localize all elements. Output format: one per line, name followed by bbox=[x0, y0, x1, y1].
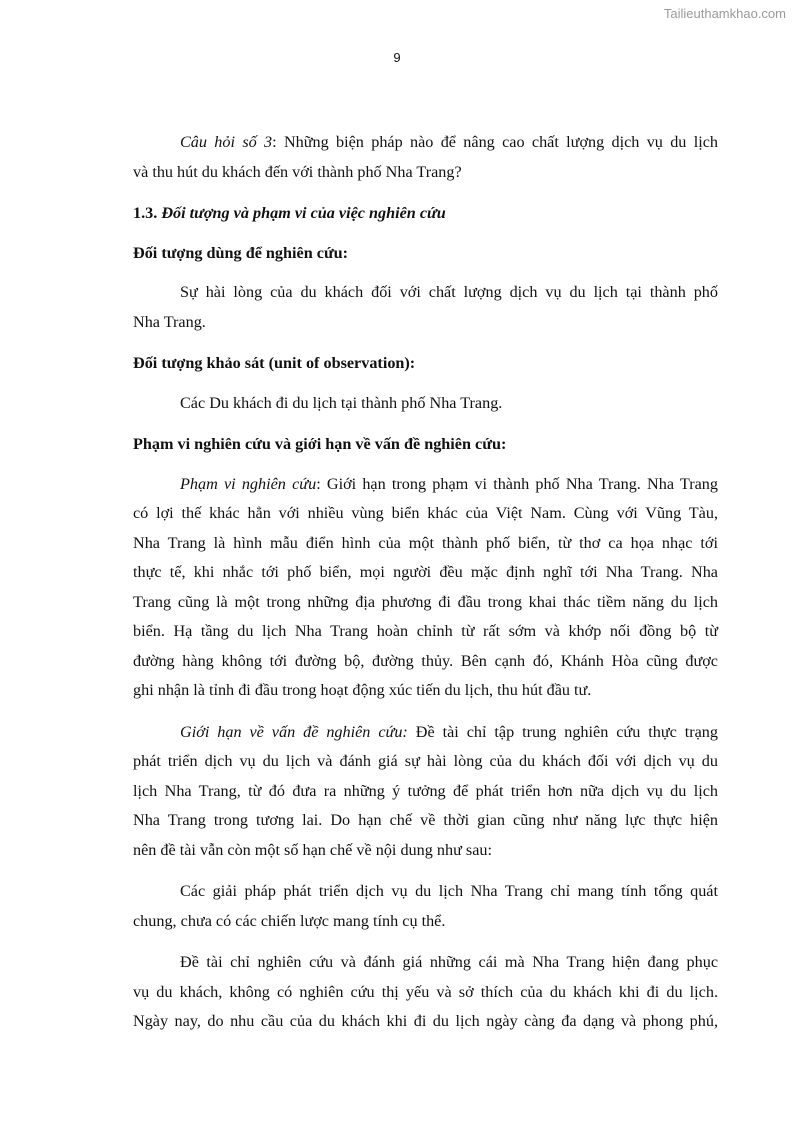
question-label: Câu hỏi số 3 bbox=[180, 133, 273, 151]
paragraph-line: biển. Hạ tầng du lịch Nha Trang hoàn chỉnh từ rất sớm và khớp nối đồng bộ từ bbox=[133, 622, 718, 640]
document-body bbox=[133, 128, 718, 1049]
paragraph-line: Các Du khách đi du lịch tại thành phố Nha Trang. bbox=[180, 393, 503, 412]
limits-paragraph bbox=[133, 718, 718, 866]
paragraph-line: vụ du khách, không có nghiên cứu thị yếu và sở thích của du khách khi đi du lịch. bbox=[133, 982, 718, 1001]
limits-text: Đề tài chỉ tập trung nghiên cứu thực trạng bbox=[407, 722, 718, 741]
paragraph-line: Sự hài lòng của du khách đối với chất lượng dịch vụ du lịch tại thành phố bbox=[180, 283, 718, 301]
paragraph-line: thực tế, khi nhắc tới phố biển, mọi người đều mặc định nghĩ tới Nha Trang. Nha bbox=[133, 563, 718, 581]
paragraph-line bbox=[133, 718, 718, 748]
scope-heading: Phạm vi nghiên cứu và giới hạn về vấn đề nghiên cứu: bbox=[133, 435, 507, 453]
paragraph-line: Đề tài chỉ nghiên cứu và đánh giá những cái mà Nha Trang hiện đang phục bbox=[180, 953, 718, 971]
survey-paragraph bbox=[133, 389, 718, 419]
survey-heading: Đối tượng khảo sát (unit of observation): bbox=[133, 354, 416, 372]
section-heading bbox=[133, 199, 718, 229]
paragraph-line: phát triển dịch vụ du lịch và đánh giá sự hài lòng của du khách đối với dịch vụ du bbox=[133, 752, 718, 770]
research-paragraph bbox=[133, 948, 718, 1037]
paragraph-line: Nha Trang. bbox=[133, 312, 206, 331]
page-number: 9 bbox=[393, 50, 401, 65]
paragraph-line: lịch Nha Trang, từ đó đưa ra những ý tưởng để phát triển hơn nữa dịch vụ du lịch bbox=[133, 781, 718, 800]
question-text: : Những biện pháp nào để nâng cao chất lượng dịch vụ du lịch bbox=[272, 133, 718, 151]
question-3-paragraph bbox=[133, 128, 718, 187]
subject-heading: Đối tượng dùng để nghiên cứu: bbox=[133, 243, 349, 262]
paragraph-line: đường hàng không tới đường bộ, đường thủy. Bên cạnh đó, Khánh Hòa cũng được bbox=[133, 651, 718, 670]
solutions-paragraph bbox=[133, 877, 718, 936]
scope-paragraph bbox=[133, 470, 718, 706]
limits-label: Giới hạn về vấn đề nghiên cứu: bbox=[180, 722, 408, 741]
paragraph-line: Trang cũng là một trong những địa phương đi đầu trong khai thác tiềm năng du lịch bbox=[133, 592, 718, 611]
watermark: Tailieuthamkhao.com bbox=[663, 6, 786, 21]
subject-paragraph bbox=[133, 278, 718, 337]
paragraph-line bbox=[133, 470, 718, 500]
scope-label: Phạm vi nghiên cứu bbox=[180, 474, 317, 493]
paragraph-line: có lợi thế khác hẳn với nhiều vùng biển khác của Việt Nam. Cùng với Vũng Tàu, bbox=[133, 504, 718, 522]
paragraph-line bbox=[133, 128, 718, 158]
paragraph-line: và thu hút du khách đến với thành phố Nha Trang? bbox=[133, 162, 462, 181]
section-title: Đối tượng và phạm vi của việc nghiên cứu bbox=[161, 204, 446, 222]
paragraph-line: Các giải pháp phát triển dịch vụ du lịch Nha Trang chỉ mang tính tổng quát bbox=[180, 882, 718, 900]
paragraph-line: ghi nhận là tỉnh đi đầu trong hoạt động xúc tiến du lịch, thu hút đầu tư. bbox=[133, 681, 592, 699]
paragraph-line: chung, chưa có các chiến lược mang tính cụ thể. bbox=[133, 911, 446, 930]
paragraph-line: Ngày nay, do nhu cầu của du khách khi đi du lịch ngày càng đa dạng và phong phú, bbox=[133, 1012, 718, 1030]
scope-text: : Giới hạn trong phạm vi thành phố Nha Trang. Nha Trang bbox=[316, 474, 718, 493]
paragraph-line: nên đề tài vẫn còn một số hạn chế về nội dung như sau: bbox=[133, 840, 492, 859]
paragraph-line: Nha Trang trong tương lai. Do hạn chế về thời gian cũng như năng lực thực hiện bbox=[133, 811, 718, 829]
section-number: 1.3. bbox=[133, 204, 158, 222]
paragraph-line: Nha Trang là hình mẫu điển hình của một thành phố biển, từ thơ ca họa nhạc tới bbox=[133, 533, 718, 552]
